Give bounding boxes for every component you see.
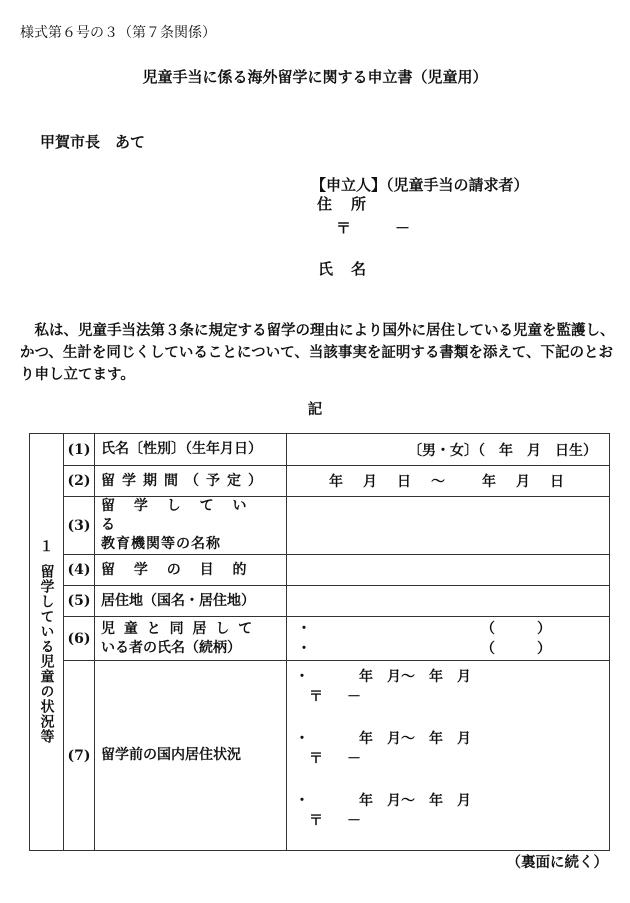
name-gender-birth-field[interactable]: 〔男・女〕（ 年 月 日生）: [287, 434, 610, 466]
row-label-prior-residence: 留学前の国内居住状況: [95, 661, 287, 851]
residence-postal-line: [295, 811, 601, 831]
postal-mark: 〒: [309, 813, 323, 829]
row-label-institution: [95, 497, 287, 555]
applicant-postal-code: [336, 217, 410, 238]
label-line: いる者の氏名（続柄）: [101, 639, 241, 656]
postal-dash: －: [347, 813, 361, 829]
name-label: [318, 258, 366, 279]
postal-dash: －: [395, 219, 411, 237]
row-index: (3): [64, 497, 95, 555]
table-row: [30, 434, 610, 466]
table-row: [30, 586, 610, 617]
table-row: [30, 466, 610, 497]
relation-paren: （ ）: [481, 640, 551, 657]
ki-heading: 記: [307, 401, 323, 418]
label-line: 教育機関等の名称: [101, 536, 221, 552]
institution-field[interactable]: [287, 497, 610, 555]
row-label-purpose: 留 学 の 目 的: [95, 555, 287, 586]
bullet: ・: [297, 640, 311, 657]
postal-mark: 〒: [309, 689, 323, 705]
address-label: 住 所: [317, 195, 369, 213]
residence-period-line: [295, 667, 601, 687]
section-label: 留学している児童の状況等: [38, 564, 55, 744]
table-row: [30, 617, 610, 661]
postal-dash: －: [347, 751, 361, 767]
cohabitant-line: [297, 639, 605, 659]
period-text: 年 月～ 年 月: [359, 793, 471, 809]
row-index: (5): [64, 586, 95, 617]
section-side-label: [30, 434, 64, 851]
document-title: 児童手当に係る海外留学に関する申立書（児童用）: [142, 68, 488, 86]
row-index: (7): [64, 661, 95, 851]
table-row: [30, 555, 610, 586]
period-text: 年 月～ 年 月: [359, 669, 471, 685]
postal-mark: 〒: [309, 751, 323, 767]
cohabitant-line: [297, 619, 605, 639]
table-row: [30, 497, 610, 555]
row-index: (6): [64, 617, 95, 661]
residence-field[interactable]: [287, 586, 610, 617]
row-label-cohabitant: [95, 617, 287, 661]
row-label-name: 氏名〔性別〕（生年月日）: [95, 434, 287, 466]
bullet: ・: [297, 620, 311, 637]
continued-note: （裏面に続く）: [506, 854, 608, 871]
residence-postal-line: [295, 687, 601, 707]
bullet: ・: [295, 793, 309, 809]
name-label-a: 氏: [318, 260, 334, 278]
label-line: 留 学 し て い る: [101, 498, 254, 533]
applicant-heading: 【申立人】（児童手当の請求者）: [311, 176, 529, 194]
form-number: 様式第６号の３（第７条関係）: [20, 25, 216, 41]
table-row: [30, 661, 610, 851]
bullet: ・: [295, 669, 309, 685]
prior-residence-field[interactable]: [287, 661, 610, 851]
name-label-b: 名: [351, 260, 367, 278]
row-index: (4): [64, 555, 95, 586]
row-label-residence: 居住地（国名・居住地）: [95, 586, 287, 617]
residence-period-line: [295, 729, 601, 749]
cohabitant-field[interactable]: [287, 617, 610, 661]
postal-dash: －: [347, 689, 361, 705]
section-number: １: [39, 539, 54, 555]
row-label-period: 留学期間（予定）: [95, 466, 287, 497]
row-index: (2): [64, 466, 95, 497]
bullet: ・: [295, 731, 309, 747]
residence-period-line: [295, 791, 601, 811]
row-index: (1): [64, 434, 95, 466]
student-status-table: [29, 433, 610, 851]
postal-mark: 〒: [336, 219, 352, 237]
label-line: 児 童 と 同 居 し て: [101, 620, 255, 637]
residence-postal-line: [295, 749, 601, 769]
addressee: 甲賀市長 あて: [40, 133, 146, 151]
purpose-field[interactable]: [287, 555, 610, 586]
declaration-text: 私は、児童手当法第３条に規定する留学の理由により国外に居住している児童を監護し、かつ、生計を同じくしていることについて、当該事実を証明する書類を添えて、下記のとおり申し立てます。: [20, 322, 615, 383]
period-text: 年 月～ 年 月: [359, 731, 471, 747]
study-period-field[interactable]: 年 月 日 ～ 年 月 日: [287, 466, 610, 497]
relation-paren: （ ）: [481, 620, 551, 637]
